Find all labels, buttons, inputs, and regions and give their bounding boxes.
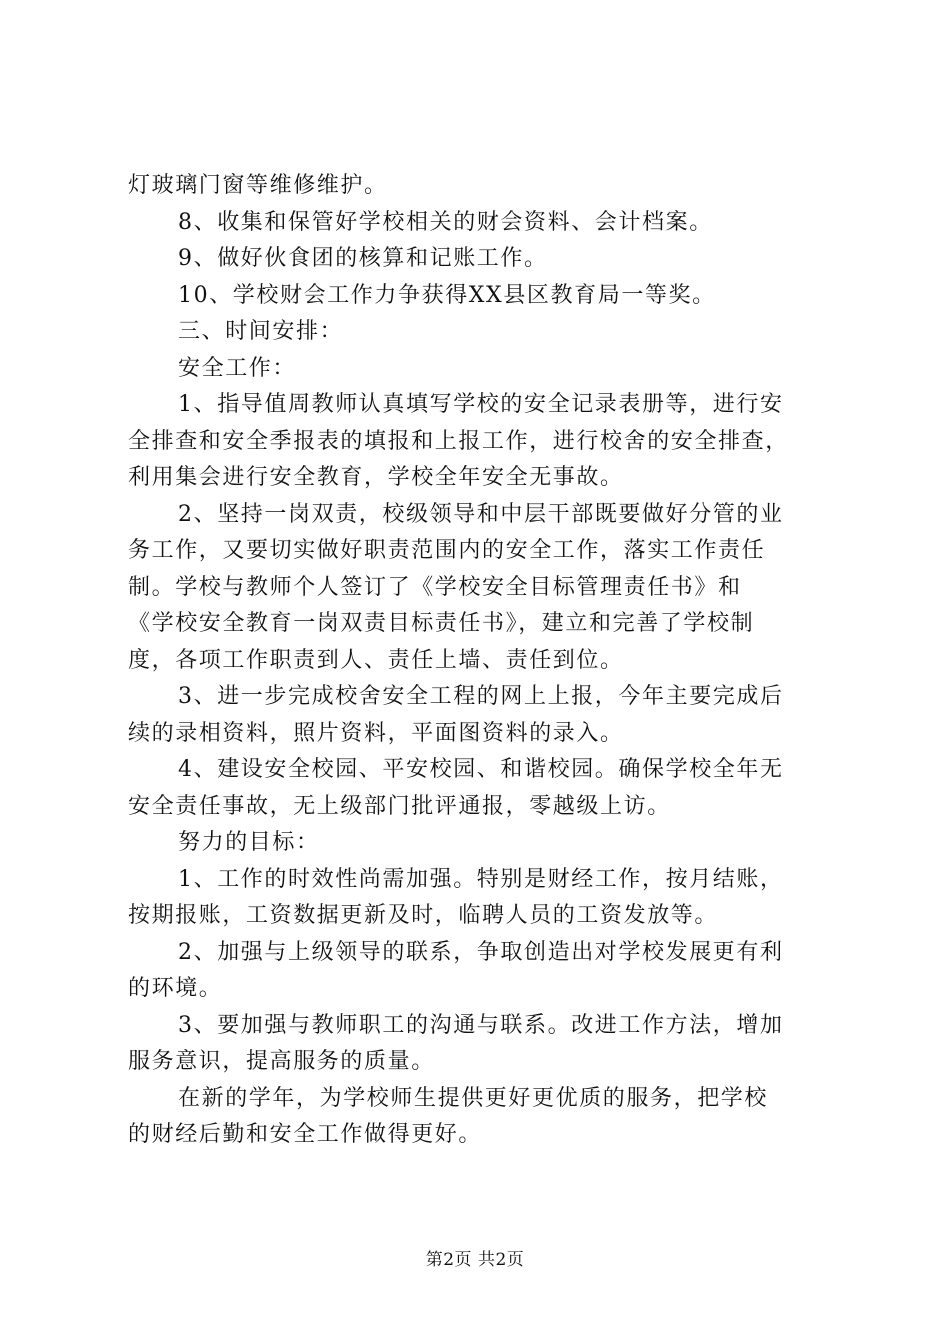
text-line: 安全责任事故，无上级部门批评通报，零越级上访。 (128, 793, 671, 819)
text-line: 2、坚持一岗双责，校级领导和中层干部既要做好分管的业 (178, 501, 784, 527)
text-line: 努力的目标： (178, 830, 320, 855)
text-line: 按期报账，工资数据更新及时，临聘人员的工资发放等。 (128, 903, 719, 928)
text-line: 安全工作： (178, 355, 297, 381)
text-line: 10、学校财会工作力争获得XX县区教育局一等奖。 (178, 282, 716, 308)
text-line: 1、工作的时效性尚需加强。特别是财经工作，按月结账， (178, 866, 784, 892)
text-line: 《学校安全教育一岗双责目标责任书》，建立和完善了学校制 (128, 611, 755, 636)
text-line: 3、要加强与教师职工的沟通与联系。改进工作方法，增加 (178, 1012, 784, 1038)
text-line: 三、时间安排： (178, 319, 344, 344)
text-line: 续的录相资料，照片资料，平面图资料的录入。 (128, 720, 624, 746)
text-line: 度，各项工作职责到人、责任上墙、责任到位。 (128, 647, 624, 673)
document-body (128, 168, 828, 1154)
text-line: 全排查和安全季报表的填报和上报工作，进行校舍的安全排查， (128, 428, 789, 454)
text-line: 利用集会进行安全教育，学校全年安全无事故。 (128, 465, 624, 490)
text-line: 制。学校与教师个人签订了《学校安全目标管理责任书》和 (128, 574, 742, 600)
text-line: 2、加强与上级领导的联系，争取创造出对学校发展更有利 (178, 939, 784, 965)
text-line: 1、指导值周教师认真填写学校的安全记录表册等，进行安 (178, 392, 784, 417)
text-line: 4、建设安全校园、平安校园、和谐校园。确保学校全年无 (178, 757, 784, 782)
text-line: 8、收集和保管好学校相关的财会资料、会计档案。 (178, 209, 713, 235)
text-line: 的财经后勤和安全工作做得更好。 (128, 1122, 483, 1147)
text-line: 务工作，又要切实做好职责范围内的安全工作，落实工作责任 (128, 538, 766, 563)
text-line: 的环境。 (128, 976, 223, 1001)
page-footer: 第2页 共2页 (425, 1250, 525, 1270)
text-line: 灯玻璃门窗等维修维护。 (128, 173, 388, 198)
text-line: 3、进一步完成校舍安全工程的网上上报，今年主要完成后 (178, 684, 784, 709)
text-line: 9、做好伙食团的核算和记账工作。 (178, 246, 548, 271)
text-line: 在新的学年，为学校师生提供更好更优质的服务，把学校 (178, 1085, 769, 1111)
text-line: 服务意识，提高服务的质量。 (128, 1049, 435, 1074)
